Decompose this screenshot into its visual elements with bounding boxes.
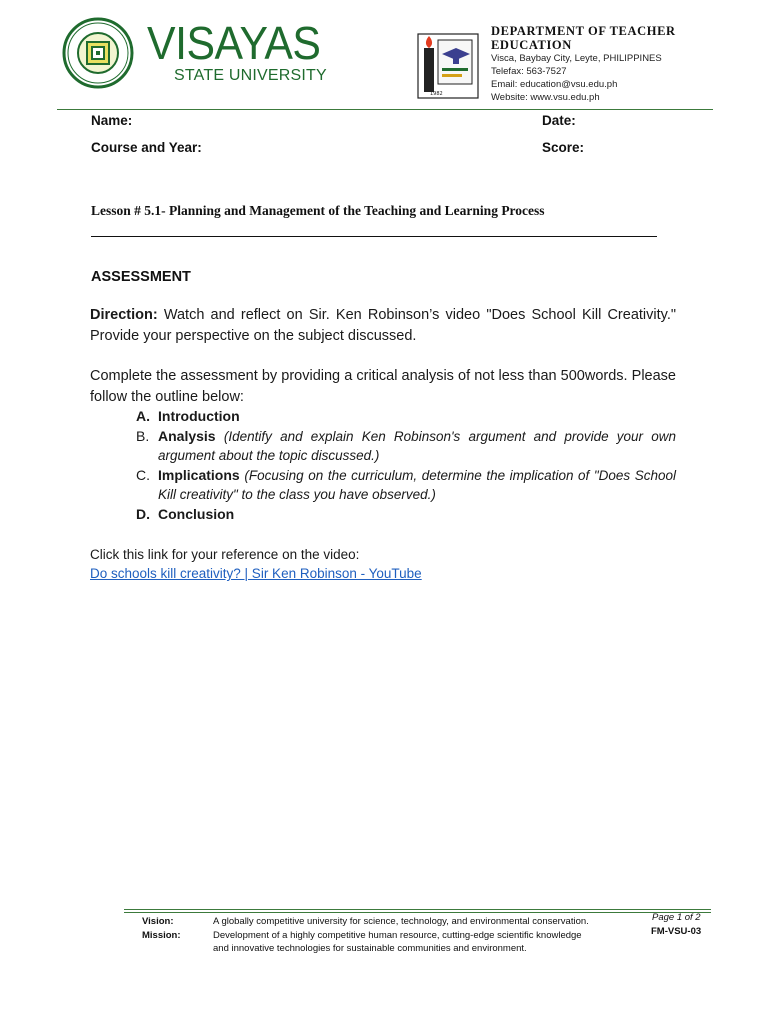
department-name: DEPARTMENT OF TEACHER EDUCATION — [491, 24, 676, 52]
mission-label: Mission: — [142, 930, 181, 941]
brand-subtitle: STATE UNIVERSITY — [174, 67, 327, 84]
department-info — [491, 24, 691, 104]
outline-item-analysis — [136, 427, 676, 465]
instruction-paragraph: Complete the assessment by providing a critical analysis of not less than 500words. Please follow the outline below: — [90, 368, 676, 405]
outline-item-conclusion — [136, 505, 676, 524]
outline-note: (Identify and explain Ken Robinson's argument and provide your own argument about the topic discussed.) — [158, 429, 676, 463]
mission-text-line1: Development of a highly competitive human resource, cutting-edge scientific knowledge — [213, 930, 582, 941]
mission-text-line2: and innovative technologies for sustainable communities and environment. — [213, 943, 527, 954]
page-number: Page 1 of 2 — [652, 912, 701, 923]
lesson-title: Lesson # 5.1- Planning and Management of the Teaching and Learning Process — [91, 203, 545, 218]
direction-text: Watch and reflect on Sir. Ken Robinson’s video "Does School Kill Creativity." Provide your perspective on the subject discussed. — [90, 307, 676, 344]
outline-title: Implications — [158, 467, 240, 483]
outline-list — [136, 407, 676, 525]
outline-letter: B. — [136, 428, 150, 444]
name-field-label: Name: — [91, 113, 133, 128]
outline-title: Introduction — [158, 408, 240, 424]
outline-item-implications — [136, 466, 676, 504]
footer-divider — [124, 909, 711, 910]
university-seal-logo — [62, 16, 134, 90]
outline-title: Conclusion — [158, 506, 235, 522]
date-field-label: Date: — [542, 113, 576, 128]
department-logo — [416, 32, 480, 100]
vision-text: A globally competitive university for science, technology, and environmental conservation. — [213, 916, 589, 927]
outline-letter: D. — [136, 506, 150, 522]
header-divider — [57, 109, 713, 110]
reference-text: Click this link for your reference on the video: — [90, 547, 360, 562]
outline-note: (Focusing on the curriculum, determine the implication of "Does School Kill creativity" to the class you have observed.) — [158, 468, 677, 502]
form-code: FM-VSU-03 — [651, 926, 702, 937]
outline-title: Analysis — [158, 428, 216, 444]
course-year-field-label: Course and Year: — [91, 140, 202, 155]
department-address: Visca, Baybay City, Leyte, PHILIPPINES — [491, 53, 662, 64]
footer-divider-secondary — [124, 912, 711, 913]
assessment-heading: ASSESSMENT — [91, 269, 191, 285]
vision-label: Vision: — [142, 916, 174, 927]
department-telefax: Telefax: 563-7527 — [491, 66, 567, 77]
svg-text:1982: 1982 — [430, 91, 443, 97]
youtube-video-link[interactable]: Do schools kill creativity? | Sir Ken Robinson - YouTube — [90, 566, 422, 581]
department-website: Website: www.vsu.edu.ph — [491, 92, 600, 103]
lesson-underline — [91, 236, 657, 237]
direction-label: Direction: — [90, 307, 158, 323]
outline-item-introduction — [136, 407, 676, 426]
reference-block — [90, 545, 422, 583]
brand-name: VISAYAS — [147, 17, 321, 69]
department-email: Email: education@vsu.edu.ph — [491, 79, 618, 90]
score-field-label: Score: — [542, 140, 585, 155]
direction-paragraph — [90, 305, 676, 347]
outline-letter: C. — [136, 467, 150, 483]
university-wordmark — [147, 17, 334, 84]
outline-letter: A. — [136, 408, 150, 424]
